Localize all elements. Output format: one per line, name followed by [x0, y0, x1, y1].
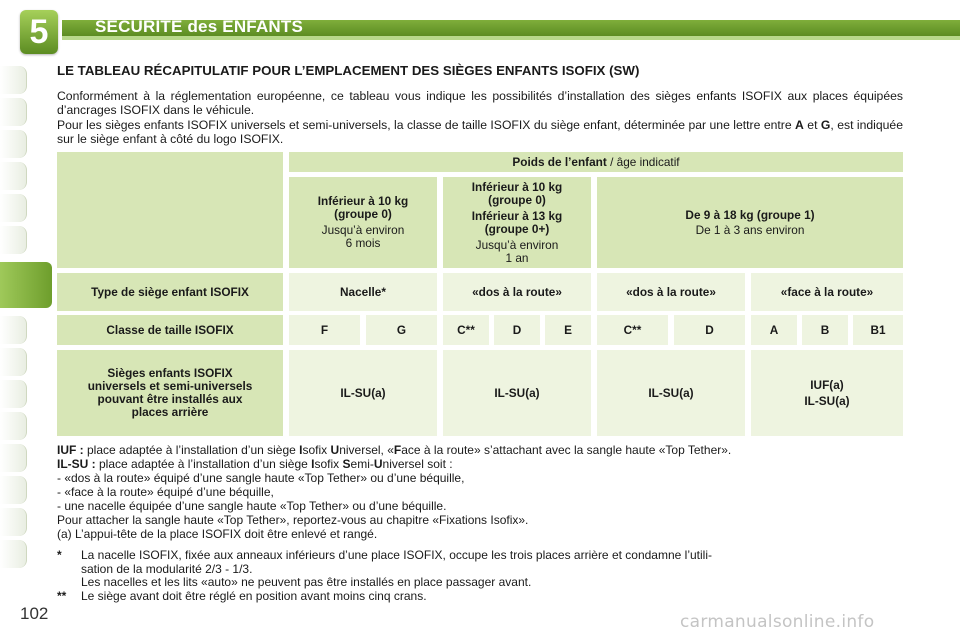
side-tab — [0, 98, 27, 126]
side-tab — [0, 508, 27, 536]
group-line: Inférieur à 10 kg — [317, 194, 409, 208]
watermark: carmanualsonline.info — [680, 612, 875, 632]
size-class-cell: D — [494, 315, 540, 345]
size-class-cell: F — [289, 315, 360, 345]
text: niversel soit : — [382, 457, 453, 471]
row-label-seats — [57, 350, 283, 436]
text: ace à la route» s’attachant avec la sangle haute «Top Tether». — [401, 443, 732, 457]
side-tab — [0, 130, 27, 158]
footnotes — [57, 549, 917, 603]
footnote-line: Le siège avant doit être réglé en position avant moins cinq crans. — [81, 588, 427, 603]
text: U — [373, 457, 383, 471]
text: F — [393, 443, 402, 457]
header-bold: Poids de l’enfant — [512, 154, 607, 169]
side-tab — [0, 194, 27, 222]
row-label-seat-type: Type de siège enfant ISOFIX — [57, 273, 283, 311]
size-class-cell: D — [674, 315, 745, 345]
text: place adaptée à l’installation d’un siège — [83, 443, 300, 457]
text: emi- — [350, 457, 374, 471]
section-title: LE TABLEAU RÉCAPITULATIF POUR L’EMPLACEMENT DES SIÈGES ENFANTS ISOFIX (SW) — [57, 63, 640, 78]
text: sofix — [302, 443, 331, 457]
seat-compat-cell: IL-SU(a) — [597, 350, 745, 436]
text: sofix — [314, 457, 343, 471]
group-age: 6 mois — [345, 236, 381, 250]
letter-a: A — [795, 118, 804, 132]
side-tab — [0, 380, 27, 408]
note-label: IL-SU : — [57, 457, 96, 471]
note-label: IUF : — [57, 443, 84, 457]
text: place adaptée à l’installation d’un siège — [95, 457, 312, 471]
group-age: De 1 à 3 ans environ — [695, 222, 805, 237]
group-age: Jusqu’à environ — [321, 223, 405, 237]
compat-line: IL-SU(a) — [804, 393, 850, 408]
text: et — [803, 118, 821, 132]
label-line: Sièges enfants ISOFIX — [107, 366, 233, 380]
chapter-badge: 5 — [20, 10, 58, 54]
chapter-title: SÉCURITÉ des ENFANTS — [95, 17, 304, 36]
seat-compat-cell: IL-SU(a) — [443, 350, 591, 436]
header-rest: / âge indicatif — [606, 154, 680, 169]
group-0plus-cell — [443, 177, 591, 268]
footnote-double-star — [57, 590, 917, 604]
size-class-cell: G — [366, 315, 437, 345]
side-tab — [0, 540, 27, 568]
legend-notes — [57, 443, 917, 541]
group-0-cell — [289, 177, 437, 268]
note-list-item: - une nacelle équipée d’une sangle haute «Top Tether» ou d’une béquille. — [57, 499, 447, 513]
size-class-cell: A — [751, 315, 797, 345]
note-tether: Pour attacher la sangle haute «Top Tether», reportez-vous au chapitre «Fixations Isofix». — [57, 513, 529, 527]
side-tab — [0, 226, 27, 254]
text: I — [311, 457, 315, 471]
note-headrest: (a) L’appui-tête de la place ISOFIX doit être enlevé et rangé. — [57, 527, 378, 541]
note-iuf — [57, 443, 917, 457]
intro-paragraph: Conformément à la réglementation européenne, ce tableau vous indique les possibilités d’installation des sièges enfants ISOFIX aux places équipées d’ancrages ISOFIX dans le véhicule. — [57, 89, 903, 117]
footnote-mark: ** — [57, 588, 67, 603]
seat-type-cell: Nacelle* — [289, 273, 437, 311]
size-class-cell: E — [545, 315, 591, 345]
text: S — [342, 457, 351, 471]
size-class-cell: B1 — [853, 315, 903, 345]
text: U — [330, 443, 340, 457]
intro-paragraph-size-class — [57, 118, 903, 146]
table-header-weight — [289, 152, 903, 172]
page-header — [0, 0, 960, 50]
label-line: universels et semi-universels — [87, 379, 253, 393]
side-tab — [0, 66, 27, 94]
text: I — [299, 443, 303, 457]
note-list-item: - «dos à la route» équipé d’une sangle haute «Top Tether» ou d’une béquille, — [57, 471, 465, 485]
group-line: Inférieur à 10 kg — [471, 179, 563, 194]
page-number: 102 — [20, 604, 49, 623]
row-label-size-class: Classe de taille ISOFIX — [57, 315, 283, 345]
group-line: (groupe 0+) — [484, 221, 550, 236]
seat-type-cell: «dos à la route» — [597, 273, 745, 311]
seat-type-cell: «face à la route» — [751, 273, 903, 311]
note-list-item: - «face à la route» équipé d’une béquille, — [57, 485, 274, 499]
table-corner-cell — [57, 152, 283, 268]
text: Pour les sièges enfants ISOFIX universels et semi-universels, la classe de taille ISOFIX du siège enfant, déterminée par une lettre entre — [57, 118, 796, 132]
group-age: 1 an — [505, 250, 529, 265]
footnote-line: sation de la modularité 2/3 - 1/3. — [81, 561, 253, 576]
side-tab — [0, 316, 27, 344]
group-line: (groupe 0) — [488, 192, 546, 207]
size-class-cell: B — [802, 315, 848, 345]
side-tab — [0, 412, 27, 440]
side-tab-active — [0, 262, 52, 308]
footnote-mark: * — [57, 548, 62, 562]
footnote-single-star — [57, 549, 917, 590]
side-tab — [0, 348, 27, 376]
group-line: Inférieur à 13 kg — [471, 208, 563, 223]
compat-line: IUF(a) — [810, 377, 844, 392]
size-class-cell: C** — [597, 315, 668, 345]
side-tab — [0, 476, 27, 504]
group-line: De 9 à 18 kg (groupe 1) — [685, 207, 815, 222]
group-line: (groupe 0) — [334, 207, 392, 221]
label-line: places arrière — [131, 405, 209, 419]
seat-compat-cell-last — [751, 350, 903, 436]
seat-compat-cell: IL-SU(a) — [289, 350, 437, 436]
text: , est indiquée sur le siège enfant à côté du logo ISOFIX. — [57, 118, 903, 146]
label-line: pouvant être installés aux — [97, 392, 243, 406]
group-age: Jusqu’à environ — [475, 237, 559, 252]
text: niversel, « — [339, 443, 394, 457]
seat-type-cell: «dos à la route» — [443, 273, 591, 311]
side-tab — [0, 162, 27, 190]
footnote-line: La nacelle ISOFIX, fixée aux anneaux inférieurs d’une place ISOFIX, occupe les trois places arrière et condamne l’utili- — [81, 548, 712, 562]
note-ilsu — [57, 457, 917, 471]
letter-g: G — [820, 118, 831, 132]
size-class-cell: C** — [443, 315, 489, 345]
footnote-line: Les nacelles et les lits «auto» ne peuvent pas être installés en place passager avant. — [81, 575, 532, 590]
group-1-cell — [597, 177, 903, 268]
side-tab — [0, 444, 27, 472]
